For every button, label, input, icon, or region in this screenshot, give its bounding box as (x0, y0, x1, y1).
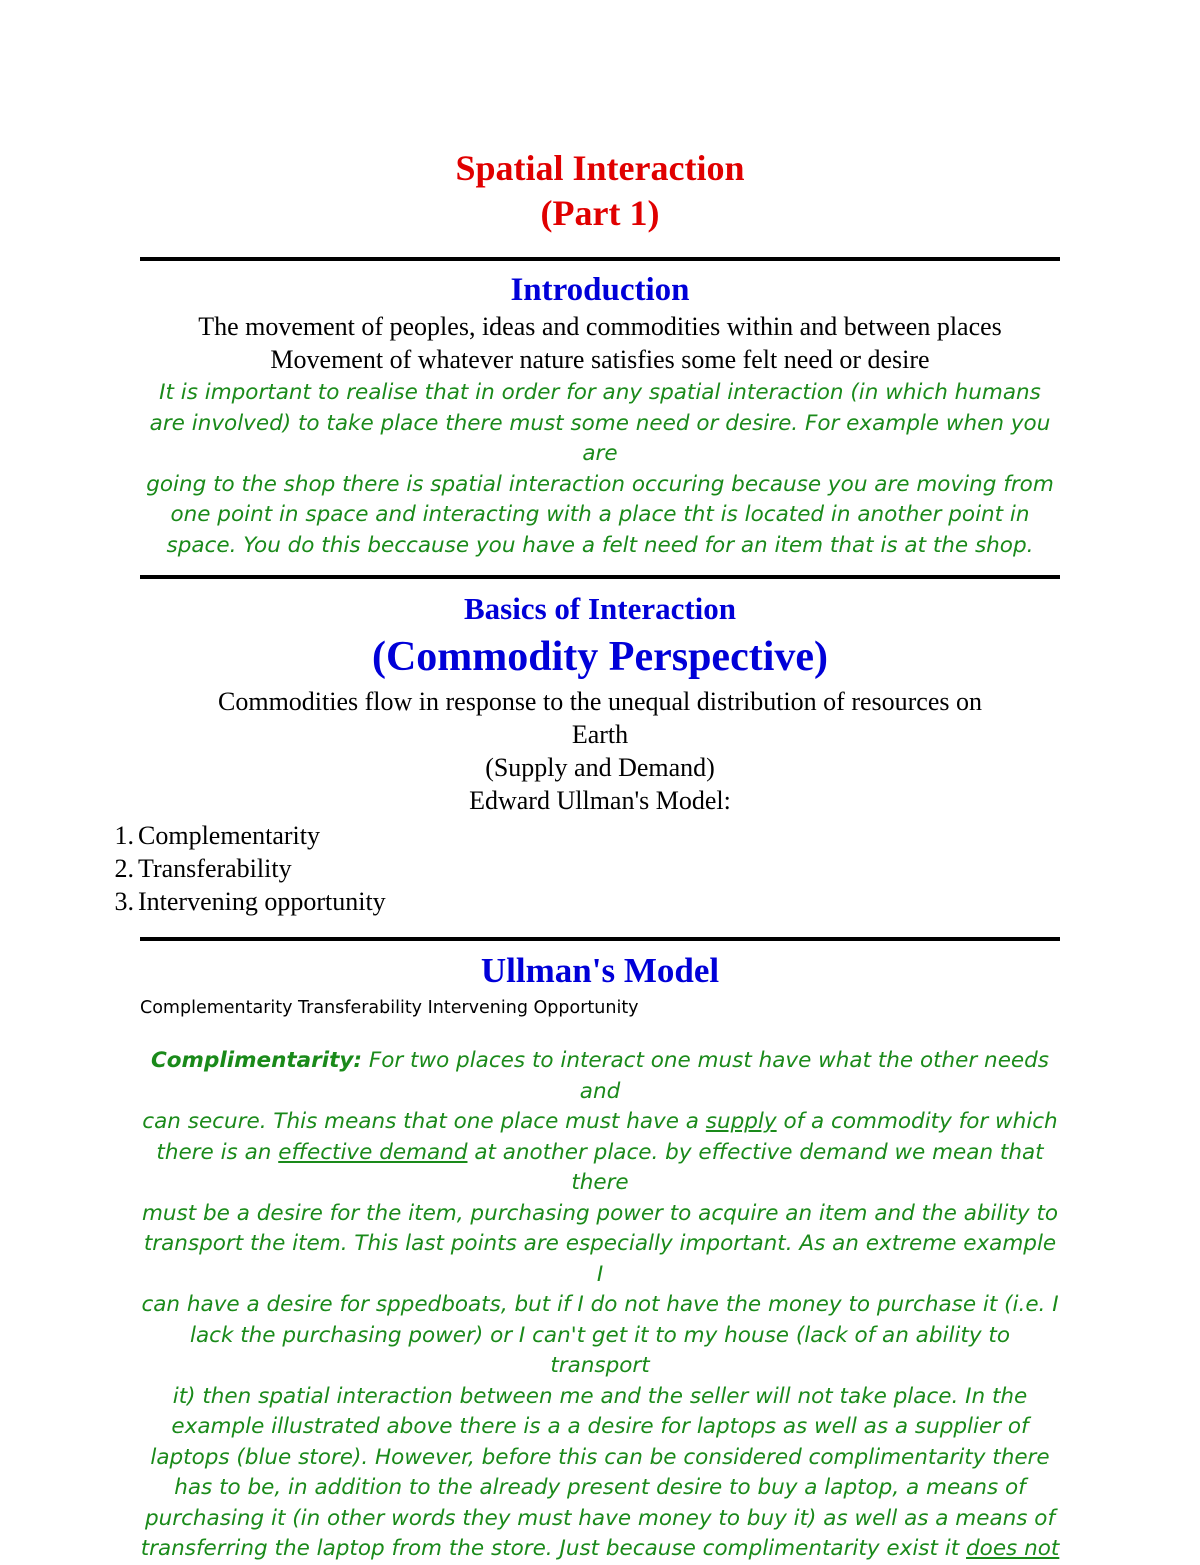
ullman-section (140, 949, 1060, 1565)
para-text: of a commodity for which (776, 1109, 1058, 1134)
para-line: example illustrated above there is a a desire for laptops as well as a supplier of (171, 1414, 1029, 1439)
image-alt-caption: Complementarity Transferability Intervening Opportunity (140, 998, 639, 1018)
para-line (140, 1107, 1060, 1138)
list-number: 3. (114, 887, 134, 916)
ullman-heading: Ullman's Model (480, 951, 720, 990)
basics-subheading: (Commodity Perspective) (371, 634, 828, 680)
basics-line: Commodities flow in response to the unequal distribution of resources on (218, 687, 982, 716)
list-item (100, 885, 1060, 918)
para-line: can have a desire for sppedboats, but if I do not have the money to purchase it (i.e. I (141, 1292, 1059, 1317)
effective-demand-underline: effective demand (278, 1139, 468, 1165)
para-line (140, 1534, 1060, 1565)
divider (140, 575, 1060, 579)
introduction-heading: Introduction (510, 272, 690, 308)
complimentarity-paragraph (140, 1046, 1060, 1565)
introduction-section (140, 269, 1060, 561)
divider (140, 937, 1060, 941)
list-number: 1. (114, 821, 134, 850)
supply-underline: supply (705, 1109, 777, 1134)
note-line: It is important to realise that in order for any spatial interaction (in which humans (159, 380, 1041, 405)
divider (140, 257, 1060, 261)
note-line: space. You do this beccause you have a felt need for an item that is at the shop. (166, 532, 1034, 558)
list-number: 2. (114, 854, 134, 883)
document-page (114, 140, 1060, 1565)
note-line: going to the shop there is spatial interaction occuring because you are moving from (146, 471, 1054, 497)
does-not-underline: does not (966, 1536, 1060, 1561)
complimentarity-label: Complimentarity: (151, 1048, 363, 1073)
list-item (100, 852, 1060, 885)
title-block (140, 140, 1060, 235)
note-line: are involved) to take place there must some need or desire. For example when you are (149, 410, 1051, 466)
introduction-line: The movement of peoples, ideas and commodities within and between places (198, 312, 1002, 341)
introduction-line: Movement of whatever nature satisfies some felt need or desire (270, 345, 930, 374)
para-line: transport the item. This last points are especially important. As an extreme example I (143, 1231, 1057, 1287)
para-line: purchasing it (in other words they must have money to buy it) as well as a means of (144, 1505, 1056, 1531)
para-line: laptops (blue store). However, before this can be considered complimentarity there (150, 1444, 1050, 1470)
basics-line: Earth (571, 720, 629, 749)
para-line: it) then spatial interaction between me and the seller will not take place. In the (172, 1383, 1028, 1409)
basics-heading: Basics of Interaction (463, 591, 737, 626)
note-line: one point in space and interacting with a place tht is located in another point in (170, 502, 1030, 527)
basics-line: (Supply and Demand) (485, 753, 715, 782)
introduction-note (140, 378, 1060, 561)
list-text: Complementarity (138, 821, 320, 850)
para-line: must be a desire for the item, purchasing power to acquire an item and the ability to (141, 1200, 1059, 1226)
page-title: Spatial Interaction (455, 148, 745, 188)
para-text: transferring the laptop from the store. Just because complimentarity exist it (140, 1536, 967, 1561)
para-line: lack the purchasing power) or I can't get it to my house (lack of an ability to transport (190, 1322, 1010, 1378)
ullman-factors-list (100, 819, 1060, 918)
basics-section (114, 589, 1060, 918)
para-text: at another place. by effective demand we mean that there (467, 1139, 1044, 1195)
basics-line: Edward Ullman's Model: (469, 786, 731, 815)
list-text: Intervening opportunity (138, 887, 386, 916)
para-line (140, 1046, 1060, 1107)
list-text: Transferability (138, 854, 292, 883)
page-subtitle: (Part 1) (540, 193, 660, 233)
list-item (100, 819, 1060, 852)
para-line: has to be, in addition to the already present desire to buy a laptop, a means of (174, 1475, 1026, 1500)
para-text: there is an (156, 1139, 279, 1165)
para-text: For two places to interact one must have what the other needs and (362, 1048, 1049, 1104)
para-text: can secure. This means that one place must have a (142, 1109, 706, 1134)
para-line (140, 1138, 1060, 1199)
